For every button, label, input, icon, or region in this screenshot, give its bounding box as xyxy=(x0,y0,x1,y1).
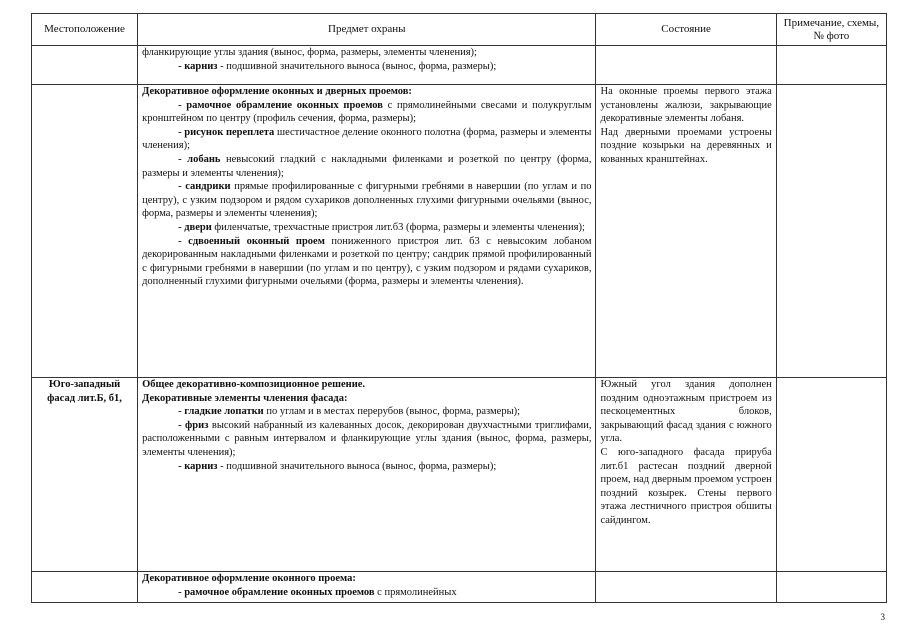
state-paragraph: С юго-западного фасада прируба лит.б1 растесан поздний дверной проем, над дверным проемом устроен поздний козырек. Стены первого этажа лестничного пристроя обшиты сайдингом. xyxy=(600,446,772,526)
column-header-state: Состояние xyxy=(596,14,776,46)
protection-item xyxy=(142,235,591,289)
item-description: - подшивной значительного выноса (вынос, форма, размеры); xyxy=(217,460,497,472)
protection-item xyxy=(142,586,591,600)
column-header-note: Примечание, схемы, № фото xyxy=(776,14,886,46)
item-description: - подшивной значительного выноса (вынос, форма, размеры); xyxy=(217,60,497,72)
item-term: - лобань xyxy=(178,153,221,165)
table-row xyxy=(32,85,887,378)
item-term: - сандрики xyxy=(178,181,231,193)
item-description: с прямолинейных xyxy=(374,586,457,598)
item-description: невысокий гладкий с накладными филенками и розеткой по центру (форма, размеры и элементы членения); xyxy=(142,153,592,179)
item-description: высокий набранный из калеванных досок, декорирован двухчастными триглифами, расположенными с равным интервалом и фланкирующие углы здания (вынос, форма, размеры, элементы членения); xyxy=(142,419,592,458)
section-heading: Декоративные элементы членения фасада: xyxy=(142,392,348,404)
state-cell xyxy=(596,85,776,378)
protection-item xyxy=(142,153,591,180)
heritage-table xyxy=(31,13,887,603)
subject-cell xyxy=(138,572,596,603)
item-term: - карниз xyxy=(178,60,218,72)
item-term: - рамочное обрамление оконных проемов xyxy=(178,99,383,111)
item-description: пониженного пристроя лит. б3 с невысоким лобаном декорированным накладными филенками и розеткой по центру; сандрик прямой профилированный с фигурными гребнями в навершии (по углам и по центру), с узким подзором и рядами сухариков, дополненный глухими фигурными очельями (форма, размеры и элементы членения). xyxy=(142,235,592,288)
state-cell xyxy=(596,46,776,85)
protection-item xyxy=(142,99,591,126)
section-heading: Декоративное оформление оконного проема: xyxy=(142,573,356,584)
item-description: с прямолинейными свесами и полукруглым кронштейном по центру (профиль сечения, форма, размеры); xyxy=(142,99,592,125)
subject-cell xyxy=(138,46,596,85)
item-description: шестичастное деление оконного полотна (форма, размеры и элементы членения); xyxy=(142,126,592,152)
note-cell xyxy=(776,46,886,85)
table-row xyxy=(32,378,887,572)
item-term: - сдвоенный оконный проем xyxy=(178,235,325,247)
protection-item xyxy=(142,126,591,153)
protection-item xyxy=(142,405,591,419)
location-cell xyxy=(32,572,138,603)
subject-cell xyxy=(138,85,596,378)
protection-item xyxy=(142,419,591,460)
item-term: - гладкие лопатки xyxy=(178,406,264,418)
protection-item xyxy=(142,180,591,221)
location-cell xyxy=(32,46,138,85)
item-term: - двери xyxy=(178,221,212,233)
item-term: - карниз xyxy=(178,460,218,472)
table-header-row xyxy=(32,14,887,46)
column-header-subject: Предмет охраны xyxy=(138,14,596,46)
item-description: по углам и в местах перерубов (вынос, форма, размеры); xyxy=(263,406,521,418)
item-description: филенчатые, трехчастные пристроя лит.б3 (форма, размеры и элементы членения); xyxy=(211,221,585,233)
item-term: - фриз xyxy=(178,419,209,431)
column-header-location: Местоположение xyxy=(32,14,138,46)
table-row xyxy=(32,46,887,85)
subject-text: фланкирующие углы здания (вынос, форма, размеры, элементы членения); xyxy=(142,47,477,58)
location-cell xyxy=(32,85,138,378)
section-heading: Декоративное оформление оконных и дверных проемов: xyxy=(142,86,412,97)
item-description: прямые профилированные с фигурными гребнями в навершии (по углам и по центру), с узким подзором и рядом сухариков дополненных глухими фигурными очельями (вынос, форма, размеры и элементы членения); xyxy=(142,181,592,220)
item-term: - рамочное обрамление оконных проемов xyxy=(178,586,375,598)
state-paragraph: Над дверными проемами устроены поздние козырьки на деревянных и кованных кранштейнах. xyxy=(600,126,772,165)
state-cell xyxy=(596,378,776,572)
note-cell xyxy=(776,378,886,572)
state-paragraph: Южный угол здания дополнен поздним одноэтажным пристроем из пескоцементных блоков, закрывающий фасад здания с южного угла. xyxy=(600,379,772,445)
location-cell: Юго-западный фасад лит.Б, б1, xyxy=(32,378,138,572)
state-cell xyxy=(596,572,776,603)
table-row xyxy=(32,572,887,603)
note-cell xyxy=(776,572,886,603)
protection-item xyxy=(142,60,591,74)
protection-item xyxy=(142,221,591,235)
page-number: 3 xyxy=(880,612,885,622)
note-cell xyxy=(776,85,886,378)
section-heading: Общее декоративно-композиционное решение. xyxy=(142,379,366,390)
item-term: - рисунок переплета xyxy=(178,126,275,138)
state-paragraph: На оконные проемы первого этажа установлены жалюзи, закрывающие декоративные элементы лобаня. xyxy=(600,86,772,125)
protection-item xyxy=(142,460,591,474)
subject-cell xyxy=(138,378,596,572)
